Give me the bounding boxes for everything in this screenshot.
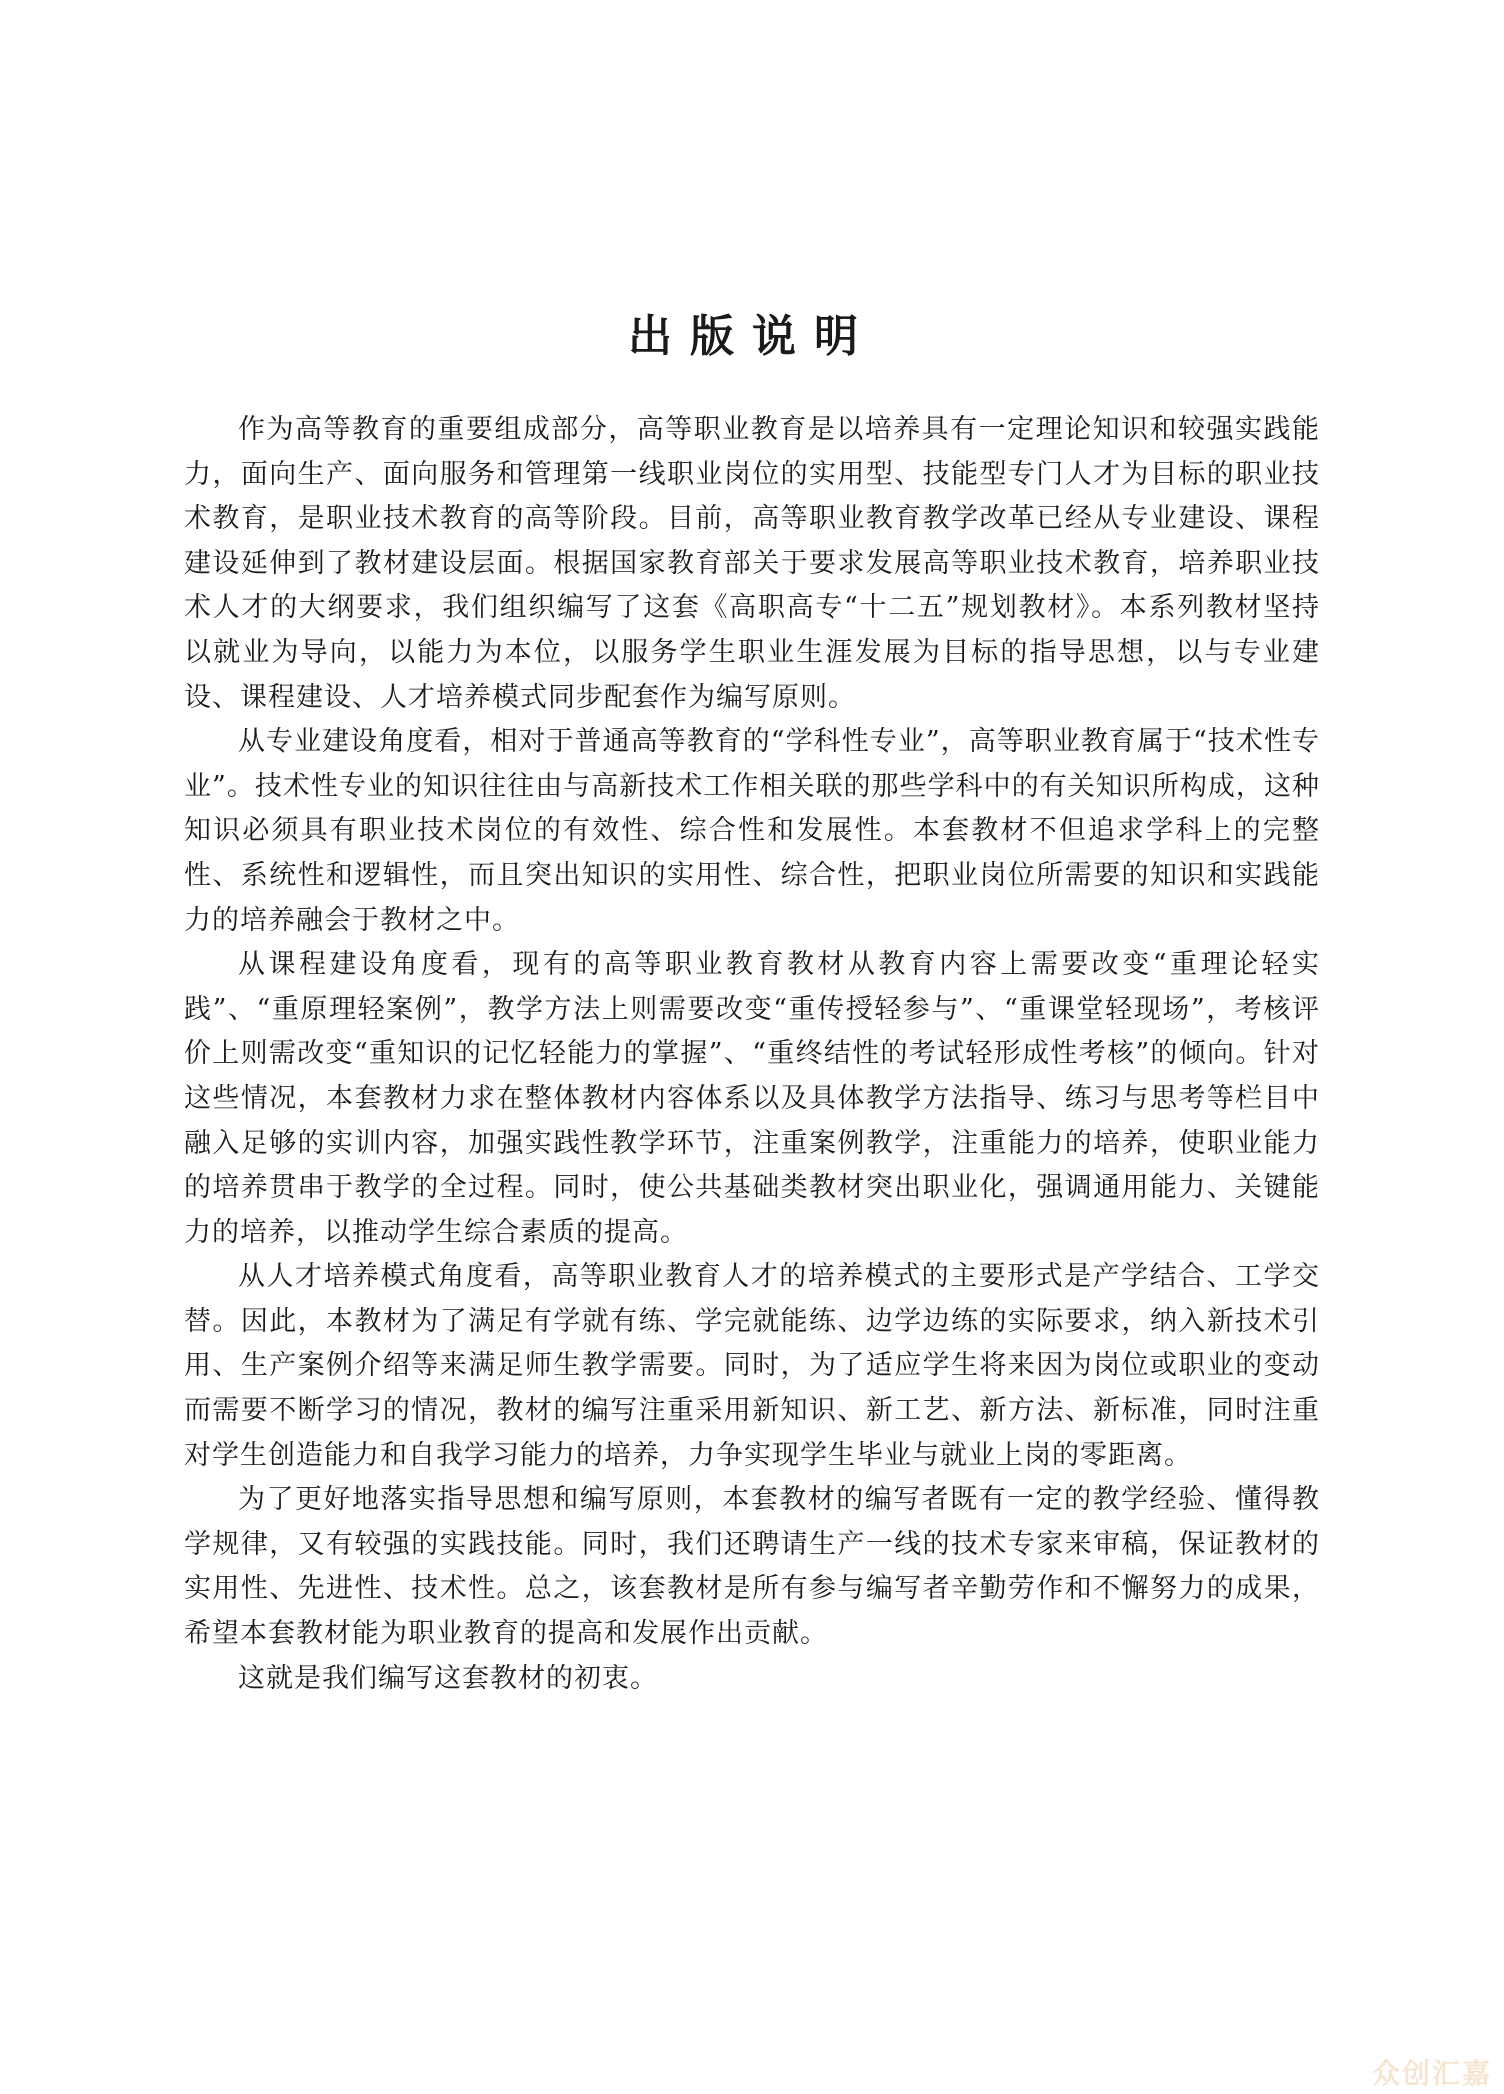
paragraph-3: 从课程建设角度看，现有的高等职业教育教材从教育内容上需要改变“重理论轻实践”、“重原理轻案例”，教学方法上则需要改变“重传授轻参与”、“重课堂轻现场”，考核评价上则需改变“重知识的记忆轻能力的掌握”、“重终结性的考试轻形成性考核”的倾向。针对这些情况，本套教材力求在整体教材内容体系以及具体教学方法指导、练习与思考等栏目中融入足够的实训内容，加强实践性教学环节，注重案例教学，注重能力的培养，使职业能力的培养贯串于教学的全过程。同时，使公共基础类教材突出职业化，强调通用能力、关键能力的培养，以推动学生综合素质的提高。 <box>184 949 1320 1248</box>
paragraph-1: 作为高等教育的重要组成部分，高等职业教育是以培养具有一定理论知识和较强实践能力，面向生产、面向服务和管理第一线职业岗位的实用型、技能型专门人才为目标的职业技术教育，是职业技术教育的高等阶段。目前，高等职业教育教学改革已经从专业建设、课程建设延伸到了教材建设层面。根据国家教育部关于要求发展高等职业技术教育，培养职业技术人才的大纲要求，我们组织编写了这套《高职高专“十二五”规划教材》。本系列教材坚持以就业为导向，以能力为本位，以服务学生职业生涯发展为目标的指导思想，以与专业建设、课程建设、人才培养模式同步配套作为编写原则。 <box>184 414 1320 713</box>
paragraph-6: 这就是我们编写这套教材的初衷。 <box>238 1662 658 1694</box>
paragraph-5: 为了更好地落实指导思想和编写原则，本套教材的编写者既有一定的教学经验、懂得教学规律，又有较强的实践技能。同时，我们还聘请生产一线的技术专家来审稿，保证教材的实用性、先进性、技术性。总之，该套教材是所有参与编写者辛勤劳作和不懈努力的成果，希望本套教材能为职业教育的提高和发展作出贡献。 <box>184 1484 1320 1650</box>
watermark-logo: 众创汇嘉 <box>1371 2057 1492 2090</box>
paragraph-4: 从人才培养模式角度看，高等职业教育人才的培养模式的主要形式是产学结合、工学交替。因此，本教材为了满足有学就有练、学完就能练、边学边练的实际要求，纳入新技术引用、生产案例介绍等来满足师生教学需要。同时，为了适应学生将来因为岗位或职业的变动而需要不断学习的情况，教材的编写注重采用新知识、新工艺、新方法、新标准，同时注重对学生创造能力和自我学习能力的培养，力争实现学生毕业与就业上岗的零距离。 <box>184 1261 1320 1471</box>
paragraph-2: 从专业建设角度看，相对于普通高等教育的“学科性专业”，高等职业教育属于“技术性专业”。技术性专业的知识往往由与高新技术工作相关联的那些学科中的有关知识所构成，这种知识必须具有职业技术岗位的有效性、综合性和发展性。本套教材不但追求学科上的完整性、系统性和逻辑性，而且突出知识的实用性、综合性，把职业岗位所需要的知识和实践能力的培养融会于教材之中。 <box>184 726 1320 936</box>
document-body <box>184 408 1320 1701</box>
page-title: 出版说明 <box>628 311 876 362</box>
